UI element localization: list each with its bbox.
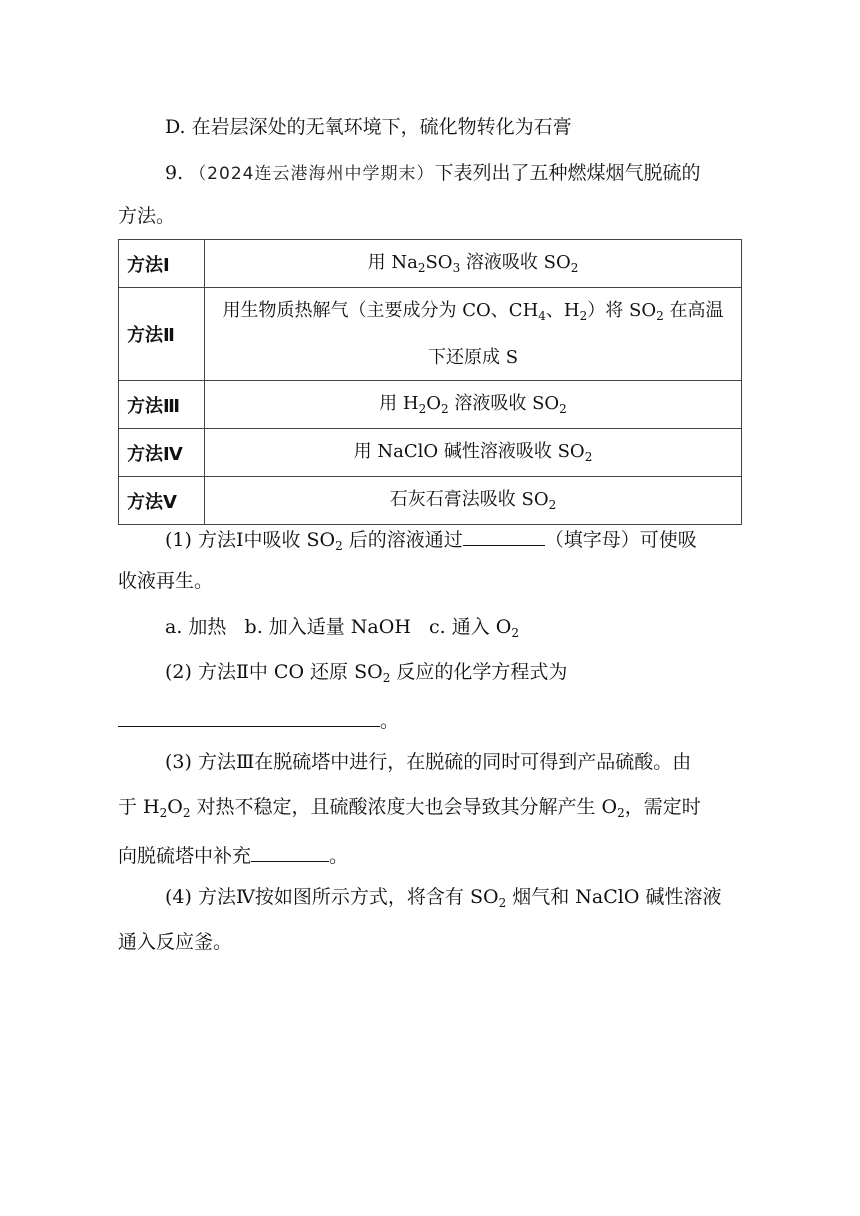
part2-line2: 。 xyxy=(118,708,399,731)
method-label: 方法Ⅳ xyxy=(119,429,205,477)
method-label: 方法Ⅰ xyxy=(119,240,205,288)
question-number: 9. xyxy=(165,162,184,184)
methods-table xyxy=(118,239,742,525)
part4-line2: 通入反应釜。 xyxy=(118,931,233,953)
table-row xyxy=(119,381,742,429)
answer-blank[interactable] xyxy=(251,843,329,862)
table-row xyxy=(119,240,742,288)
part3-line3: 向脱硫塔中补充 。 xyxy=(118,845,349,867)
question-intro-line2: 方法。 xyxy=(118,205,176,227)
part3-line2: 于 $H_2O_2$ 对热不稳定，且硫酸浓度大也会导致其分解产生 $O_2$，需定时 xyxy=(118,796,701,820)
question-9-intro xyxy=(165,164,700,183)
answer-blank[interactable] xyxy=(118,708,380,727)
method-label: 方法Ⅴ xyxy=(119,477,205,525)
table-row xyxy=(119,477,742,525)
method-content: 用 $H_2O_2$ 溶液吸收 $SO_2$ xyxy=(205,381,742,429)
part1-options: a. 加热 b. 加入适量 NaOH c. 通入 $O_2$ xyxy=(165,616,520,640)
answer-blank[interactable] xyxy=(463,527,545,546)
question-intro-line1: 下表列出了五种燃煤烟气脱硫的 xyxy=(434,162,701,184)
method-label: 方法Ⅱ xyxy=(119,288,205,381)
part3-line1: (3) 方法Ⅲ在脱硫塔中进行，在脱硫的同时可得到产品硫酸。由 xyxy=(165,751,692,773)
method-content: 用生物质热解气（主要成分为 CO、$CH_4$、$H_2$）将 $SO_2$ 在高温 下还原成 S xyxy=(205,288,742,381)
table-row xyxy=(119,429,742,477)
table-row xyxy=(119,288,742,381)
part2-line1: (2) 方法Ⅱ中 CO 还原 $SO_2$ 反应的化学方程式为 xyxy=(165,661,568,685)
method-label: 方法Ⅲ xyxy=(119,381,205,429)
method-content: 用 $Na_2SO_3$ 溶液吸收 $SO_2$ xyxy=(205,240,742,288)
option-d: D. 在岩层深处的无氧环境下，硫化物转化为石膏 xyxy=(165,116,572,138)
method-content: 用 NaClO 碱性溶液吸收 $SO_2$ xyxy=(205,429,742,477)
part4-line1: (4) 方法Ⅳ按如图所示方式，将含有 $SO_2$ 烟气和 NaClO 碱性溶液 xyxy=(165,886,722,910)
method-content: 石灰石膏法吸收 $SO_2$ xyxy=(205,477,742,525)
part1-line2: 收液再生。 xyxy=(118,570,214,592)
part1-line1: (1) 方法Ⅰ中吸收 $SO_2$ 后的溶液通过 （填字母）可使吸 xyxy=(165,529,697,553)
question-source: （2024连云港海州中学期末） xyxy=(189,164,435,184)
